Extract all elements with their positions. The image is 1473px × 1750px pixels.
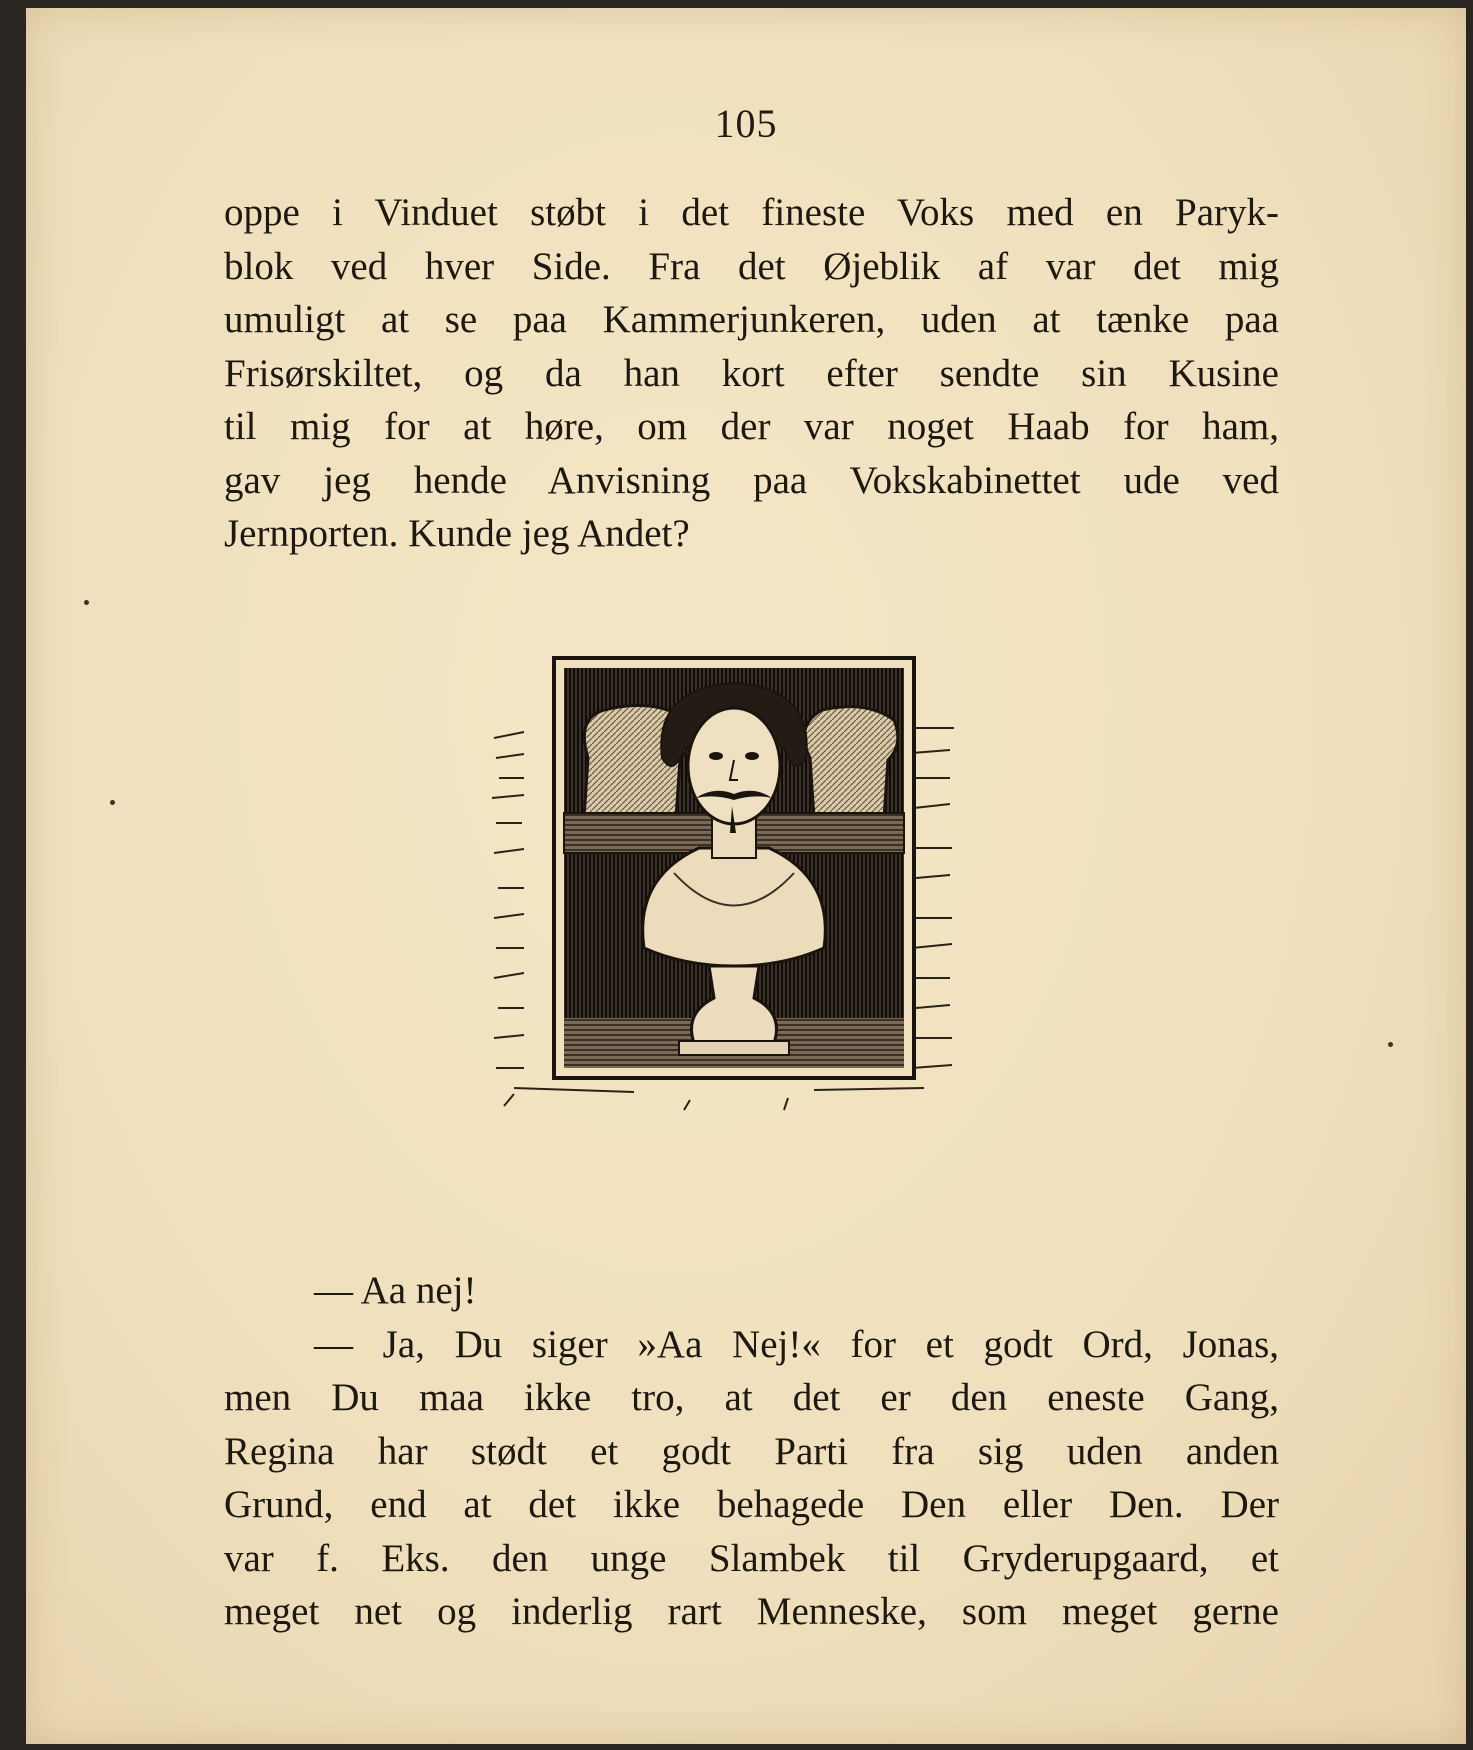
bust-engraving [484, 648, 1044, 1208]
text-line: umuligt at se paa Kammerjunkeren, uden at tænke paa [224, 298, 1279, 341]
text-line: gav jeg hende Anvisning paa Vokskabinettet ude ved [224, 458, 1279, 502]
text-line: til mig for at høre, om der var noget Haab for ham, [224, 405, 1279, 448]
text-line: Regina har stødt et godt Parti fra sig uden anden [224, 1429, 1279, 1473]
dialogue-line: — Aa nej! [314, 1269, 477, 1312]
text-line: oppe i Vinduet støbt i det fineste Voks med en Paryk- [224, 191, 1279, 234]
bottom-paragraph [224, 1264, 1279, 1639]
text-line: men Du maa ikke tro, at det er den eneste Gang, [224, 1376, 1279, 1419]
dialogue-line: — Ja, Du siger »Aa Nej!« for et godt Ord, Jonas, [314, 1322, 1279, 1366]
text-line: Grund, end at det ikke behagede Den eller Den. Der [224, 1483, 1279, 1526]
text-line: meget net og inderlig rart Menneske, som meget gerne [224, 1590, 1279, 1633]
paper-speck [84, 600, 89, 605]
page-number: 105 [714, 101, 778, 146]
wig-block-right [804, 707, 898, 818]
book-page [26, 8, 1466, 1744]
text-line: var f. Eks. den unge Slambek til Gryderupgaard, et [224, 1536, 1279, 1580]
paper-speck [110, 800, 115, 805]
text-line: blok ved hver Side. Fra det Øjeblik af var det mig [224, 244, 1279, 288]
paper-speck [1388, 1042, 1393, 1047]
top-paragraph [224, 186, 1279, 561]
text-line: Jernporten. Kunde jeg Andet? [224, 512, 690, 555]
bust-illustration [484, 648, 1044, 1208]
text-line: Frisørskiltet, og da han kort efter sendte sin Kusine [224, 351, 1279, 395]
